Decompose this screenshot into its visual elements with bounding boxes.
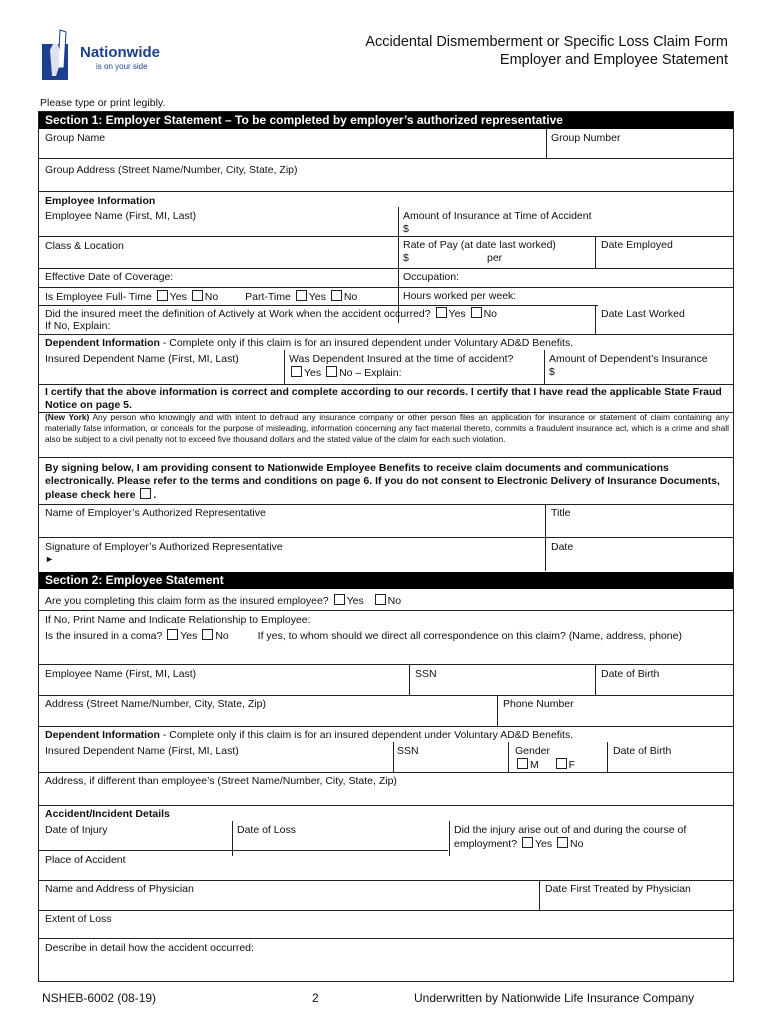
instruction-text: Please type or print legibly. bbox=[40, 97, 166, 109]
coma-yes-checkbox[interactable] bbox=[167, 629, 178, 640]
full-time-yes-checkbox[interactable] bbox=[157, 290, 168, 301]
group-number-field[interactable]: Group Number bbox=[551, 132, 621, 144]
rep-name-field[interactable]: Name of Employer’s Authorized Representative bbox=[45, 507, 266, 519]
gender-f-checkbox[interactable] bbox=[556, 758, 567, 769]
amount-dependent-field[interactable]: Amount of Dependent’s Insurance bbox=[549, 353, 708, 365]
form-title: Accidental Dismemberment or Specific Loss Claim Form bbox=[365, 34, 728, 50]
date-of-injury-field[interactable]: Date of Injury bbox=[45, 824, 108, 836]
injury-arise-question: Did the injury arise out of and during the course of bbox=[454, 824, 687, 836]
amount-dollar: $ bbox=[403, 223, 409, 235]
s2-dob-field[interactable]: Date of Birth bbox=[601, 668, 660, 680]
date-last-worked-field[interactable]: Date Last Worked bbox=[601, 308, 685, 320]
s2-dependent-name-field[interactable]: Insured Dependent Name (First, MI, Last) bbox=[45, 745, 239, 757]
s2-ssn-field[interactable]: SSN bbox=[415, 668, 437, 680]
s2-phone-field[interactable]: Phone Number bbox=[503, 698, 574, 710]
injury-no-checkbox[interactable] bbox=[557, 837, 568, 848]
describe-accident-field[interactable]: Describe in detail how the accident occurred: bbox=[45, 942, 254, 954]
s2-dependent-ssn-field[interactable]: SSN bbox=[397, 745, 419, 757]
injury-arise-options: employment? Yes No bbox=[454, 838, 584, 850]
rate-of-pay-field[interactable]: Rate of Pay (at date last worked) bbox=[403, 239, 556, 251]
electronic-consent: By signing below, I am providing consent to Nationwide Employee Benefits to receive claim documents and communications electronically. Please refer to the terms and conditions on page 6. If you do not consent to Electronic Delivery of Insurance Documents, please check here . bbox=[45, 462, 720, 501]
brand-tagline: is on your side bbox=[96, 62, 148, 71]
gender-m-checkbox[interactable] bbox=[517, 758, 528, 769]
claim-form bbox=[38, 111, 734, 982]
underwritten-by: Underwritten by Nationwide Life Insurance Company bbox=[414, 991, 695, 1005]
page-number: 2 bbox=[312, 991, 319, 1005]
dependent-no-checkbox[interactable] bbox=[326, 366, 337, 377]
gender-options: M F bbox=[515, 758, 575, 772]
coma-no-checkbox[interactable] bbox=[202, 629, 213, 640]
date-employed-field[interactable]: Date Employed bbox=[601, 239, 673, 251]
group-address-field[interactable]: Group Address (Street Name/Number, City, State, Zip) bbox=[45, 164, 298, 176]
hours-worked-field[interactable]: Hours worked per week: bbox=[403, 290, 517, 302]
place-of-accident-field[interactable]: Place of Accident bbox=[45, 854, 126, 866]
rep-date-field[interactable]: Date bbox=[551, 541, 574, 553]
relationship-field[interactable]: If No, Print Name and Indicate Relationship to Employee: bbox=[45, 614, 311, 626]
accident-details-heading: Accident/Incident Details bbox=[45, 808, 170, 820]
insured-dependent-name-field[interactable]: Insured Dependent Name (First, MI, Last) bbox=[45, 353, 239, 365]
date-first-treated-field[interactable]: Date First Treated by Physician bbox=[545, 883, 691, 895]
actively-at-work-row: Did the insured meet the definition of Actively at Work when the accident occurred? Yes No bbox=[45, 308, 498, 320]
nationwide-logo bbox=[40, 28, 180, 84]
rep-signature-field[interactable]: Signature of Employer’s Authorized Representative bbox=[45, 541, 283, 553]
employee-name-field[interactable]: Employee Name (First, MI, Last) bbox=[45, 210, 197, 222]
occupation-field[interactable]: Occupation: bbox=[403, 271, 460, 283]
physician-field[interactable]: Name and Address of Physician bbox=[45, 883, 194, 895]
section1-header: Section 1: Employer Statement – To be completed by employer’s authorized representative bbox=[39, 112, 733, 129]
brand-name: Nationwide bbox=[80, 44, 161, 61]
part-time-no-checkbox[interactable] bbox=[331, 290, 342, 301]
actively-yes-checkbox[interactable] bbox=[436, 307, 447, 318]
injury-yes-checkbox[interactable] bbox=[522, 837, 533, 848]
employee-info-heading: Employee Information bbox=[45, 195, 156, 207]
if-no-explain-field[interactable]: If No, Explain: bbox=[45, 320, 111, 332]
full-time-row: Is Employee Full- Time Yes No Part-Time Yes No bbox=[45, 291, 358, 303]
section2-header: Section 2: Employee Statement bbox=[39, 572, 733, 589]
decline-electronic-checkbox[interactable] bbox=[140, 488, 151, 499]
group-name-field[interactable]: Group Name bbox=[45, 132, 106, 144]
dependent-address-field[interactable]: Address, if different than employee’s (Street Name/Number, City, State, Zip) bbox=[45, 775, 397, 787]
s2-dependent-dob-field[interactable]: Date of Birth bbox=[613, 745, 672, 757]
s2-employee-name-field[interactable]: Employee Name (First, MI, Last) bbox=[45, 668, 197, 680]
full-time-no-checkbox[interactable] bbox=[192, 290, 203, 301]
eagle-logo-icon bbox=[40, 28, 74, 84]
extent-of-loss-field[interactable]: Extent of Loss bbox=[45, 913, 112, 925]
dependent-info-heading: Dependent Information - Complete only if this claim is for an insured dependent under Voluntary AD&D Benefits. bbox=[45, 337, 574, 349]
signature-arrow-icon: ► bbox=[45, 554, 54, 564]
dependent-insured-options: Yes No – Explain: bbox=[289, 366, 402, 380]
amount-insurance-field[interactable]: Amount of Insurance at Time of Accident bbox=[403, 210, 592, 222]
form-number: NSHEB-6002 (08-19) bbox=[42, 991, 157, 1005]
s2-dependent-heading: Dependent Information - Complete only if this claim is for an insured dependent under Voluntary AD&D Benefits. bbox=[45, 729, 574, 741]
dependent-yes-checkbox[interactable] bbox=[291, 366, 302, 377]
rate-dollar: $ bbox=[403, 252, 409, 264]
s2-address-field[interactable]: Address (Street Name/Number, City, State, Zip) bbox=[45, 698, 266, 710]
form-subtitle: Employer and Employee Statement bbox=[499, 52, 728, 68]
completing-yes-checkbox[interactable] bbox=[334, 594, 345, 605]
coma-row: Is the insured in a coma? Yes No If yes, to whom should we direct all correspondence on this claim? (Name, address, phone) bbox=[45, 630, 682, 642]
amount-dependent-dollar: $ bbox=[549, 366, 555, 378]
date-of-loss-field[interactable]: Date of Loss bbox=[237, 824, 296, 836]
part-time-yes-checkbox[interactable] bbox=[296, 290, 307, 301]
actively-no-checkbox[interactable] bbox=[471, 307, 482, 318]
effective-date-field[interactable]: Effective Date of Coverage: bbox=[45, 271, 174, 283]
ny-fraud-notice: (New York) Any person who knowingly and with intent to defraud any insurance company or other person files an application for insurance or statement of claim containing any materially false information, or conceals for the purpose of misleading, information concerning any fact material thereto, commits a fraudulent insurance act, which is a crime and shall also be subject to a civil penalty not to exceed five thousand dollars and the stated value of the claim for each such violation. bbox=[45, 412, 729, 444]
dependent-insured-question: Was Dependent Insured at the time of accident? bbox=[289, 353, 514, 365]
gender-label: Gender bbox=[515, 745, 551, 757]
class-location-field[interactable]: Class & Location bbox=[45, 240, 124, 252]
rate-per: per bbox=[487, 252, 503, 264]
completing-as-employee-row: Are you completing this claim form as the insured employee? Yes No bbox=[45, 595, 402, 607]
rep-title-field[interactable]: Title bbox=[551, 507, 571, 519]
completing-no-checkbox[interactable] bbox=[375, 594, 386, 605]
certify-statement: I certify that the above information is correct and complete according to our records. I certify that I have read the applicable State Fraud Notice on page 5. bbox=[45, 386, 722, 411]
